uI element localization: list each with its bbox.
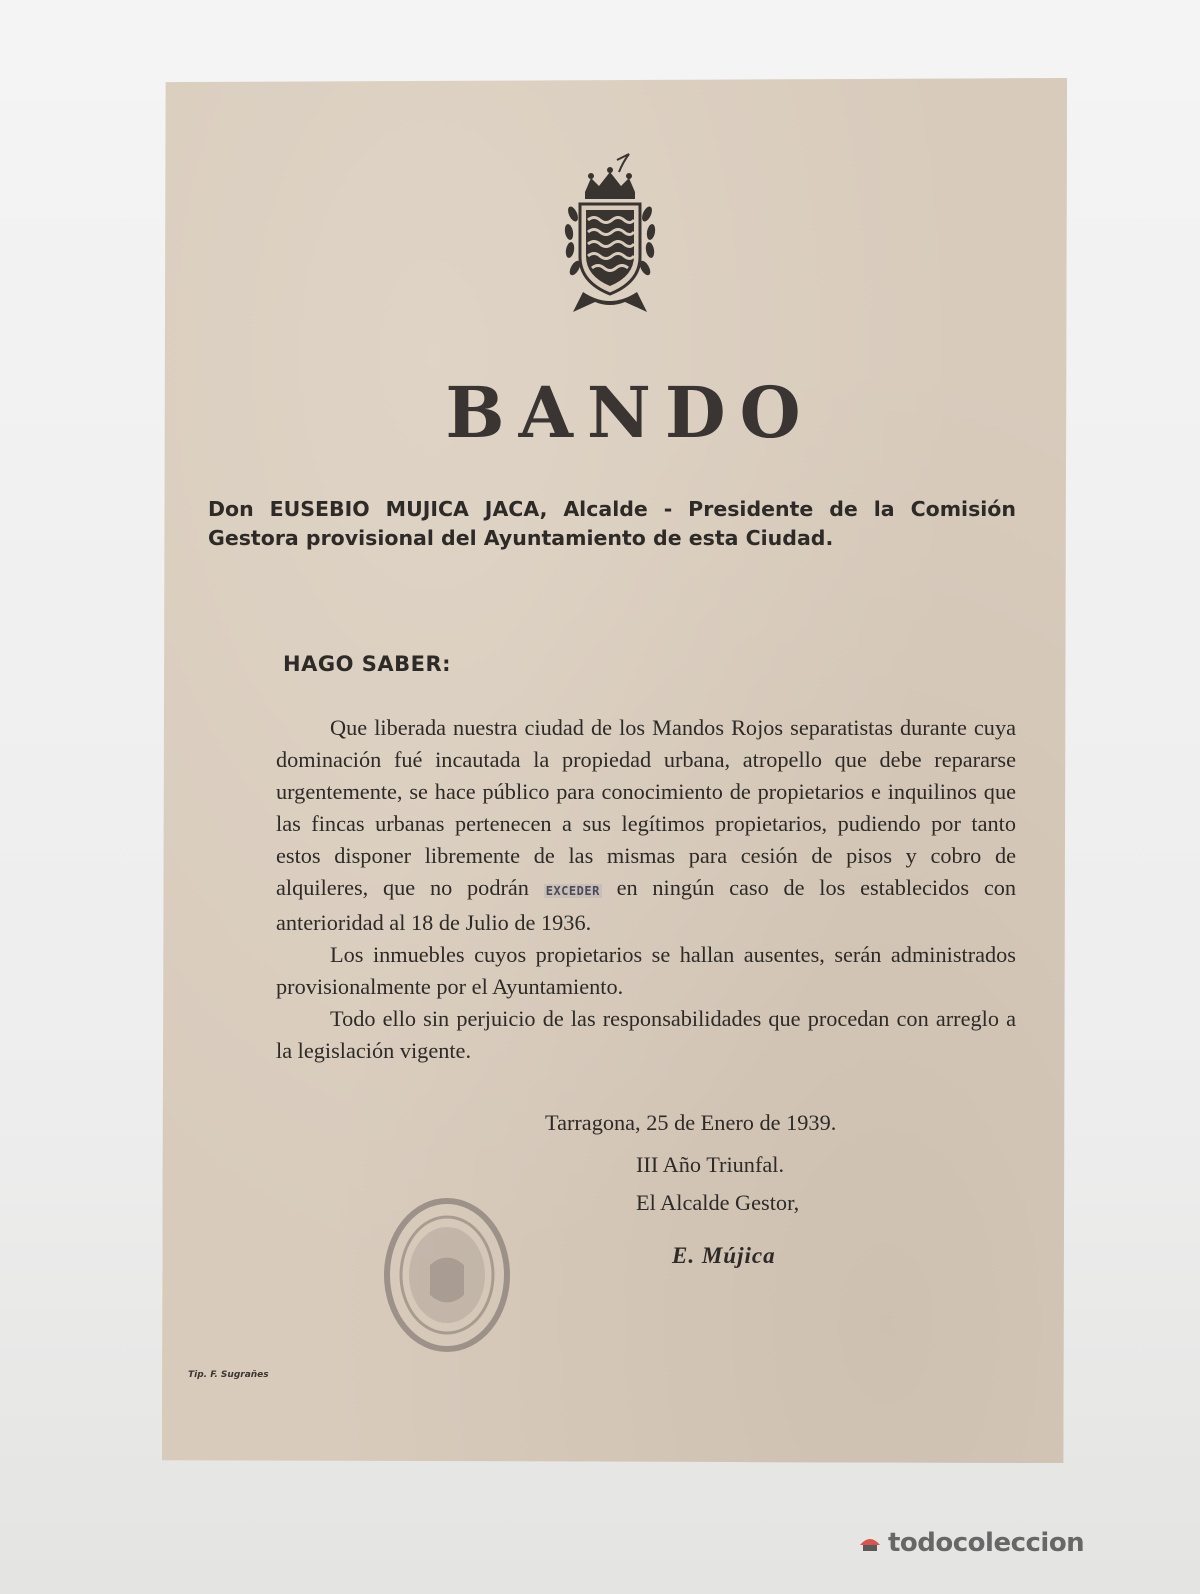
coat-of-arms-icon [555, 152, 665, 322]
paragraph-1 [276, 712, 1016, 939]
seal-stamp-icon [380, 1195, 515, 1355]
watermark-text: todocoleccion [888, 1528, 1085, 1558]
announcement-heading: HAGO SABER: [283, 652, 452, 676]
todocoleccion-logo-icon [858, 1531, 882, 1555]
place-date: Tarragona, 25 de Enero de 1939. [545, 1110, 837, 1135]
preamble-text: Don EUSEBIO MUJICA JACA, Alcalde - Presidente de la Comisión Gestora provisional del Ayuntamiento de esta Ciudad. [208, 497, 1016, 550]
paragraph-1-text: Que liberada nuestra ciudad de los Mandos Rojos separatistas durante cuya dominación fué incautada la propiedad urbana, atropello que debe repararse urgentemente, se hace público para conocimiento de propietarios e inquilinos que las fincas urbanas pertenecen a sus legítimos propietarios, pudiendo por tanto estos disponer libremente de las mismas para cesión de pisos y cobro de alquileres, que no podrán [276, 715, 1016, 900]
year-line: III Año Triunfal. [636, 1152, 785, 1177]
signer-title: El Alcalde Gestor, [636, 1190, 800, 1215]
paragraph-1-end: en ningún caso de los establecidos con anterioridad al 18 de Julio de 1936. [276, 875, 1017, 935]
signature: E. Mújica [672, 1243, 776, 1268]
printer-credit: Tip. F. Sugrañes [188, 1370, 269, 1380]
paragraph-3: Todo ello sin perjuicio de las responsabilidades que procedan con arreglo a la legislación vigente. [276, 1006, 1016, 1063]
body-text [276, 712, 1016, 1067]
document-title: BANDO [445, 371, 815, 454]
stamped-word: EXCEDER [545, 884, 600, 898]
paragraph-2: Los inmuebles cuyos propietarios se hallan ausentes, serán administrados provisionalmente por el Ayuntamiento. [276, 942, 1016, 999]
